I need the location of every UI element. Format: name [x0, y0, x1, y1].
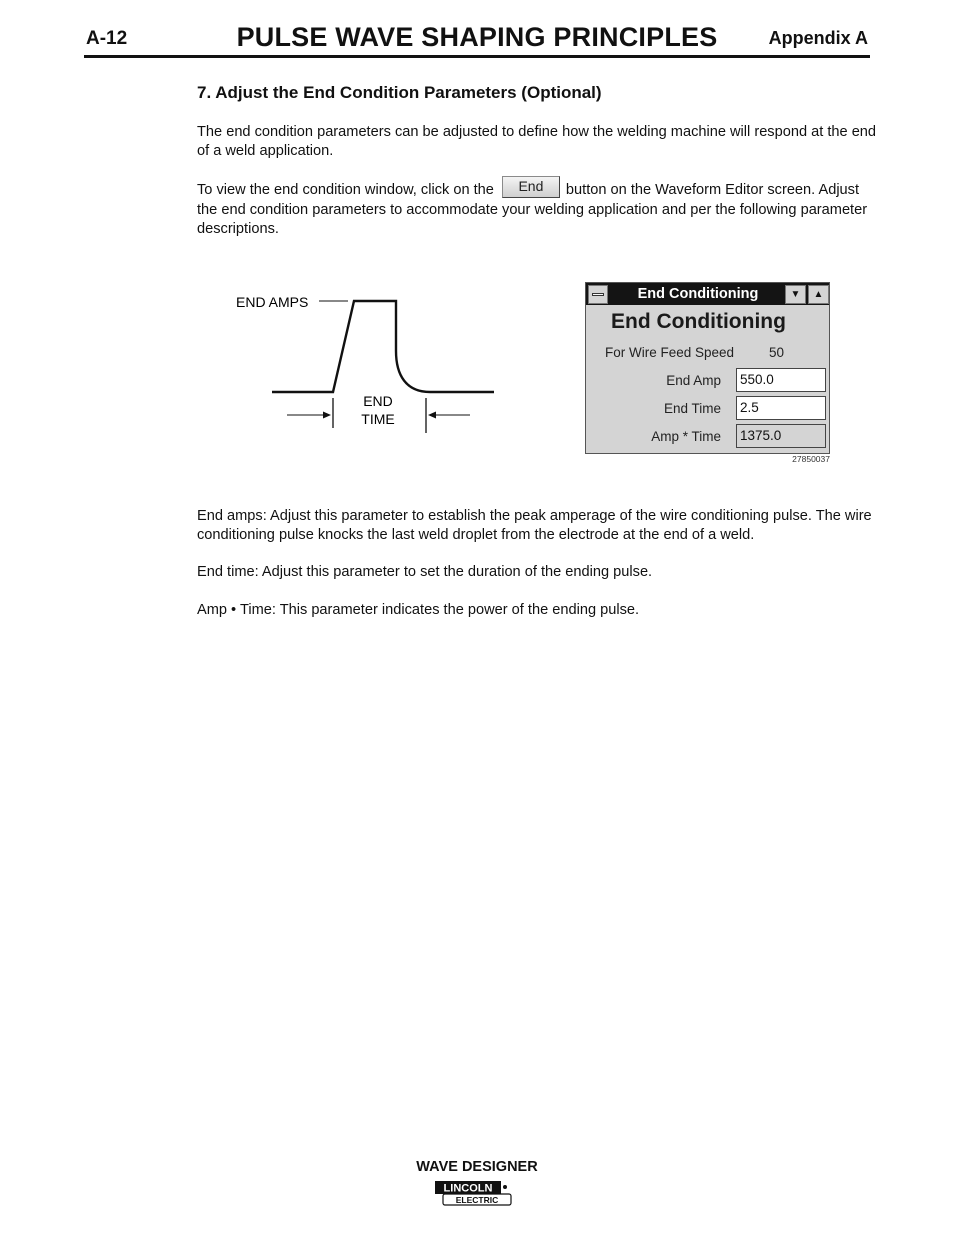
view-instructions-before: To view the end condition window, click on the: [197, 181, 494, 198]
maximize-arrow-icon[interactable]: ▲: [808, 285, 829, 304]
end-time-label-line1: END: [363, 393, 393, 409]
end-time-label-line2: TIME: [361, 411, 395, 427]
end-amp-label: End Amp: [666, 373, 721, 388]
page-title: PULSE WAVE SHAPING PRINCIPLES: [236, 22, 718, 52]
wire-feed-speed-label: For Wire Feed Speed: [605, 345, 735, 360]
appendix-label: Appendix A: [768, 28, 868, 48]
end-time-right-arrowhead: [428, 412, 436, 419]
end-time-left-arrowhead: [323, 412, 331, 419]
window-heading: End Conditioning: [611, 310, 786, 333]
figure-id: 27850037: [792, 454, 830, 464]
amp-time-value: 1375.0: [736, 424, 826, 448]
waveform-trace: [272, 301, 494, 392]
end-time-description: End time: Adjust this parameter to set the duration of the ending pulse.: [197, 564, 653, 580]
window-titlebar: [586, 283, 829, 305]
end-button[interactable]: End: [502, 176, 560, 198]
lincoln-electric-logo: [434, 1180, 514, 1208]
intro-paragraph: The end condition parameters can be adjusted to define how the welding machine will respond at the end of a weld application.: [197, 124, 877, 159]
section-heading: 7. Adjust the End Condition Parameters (Optional): [197, 83, 602, 102]
end-waveform-diagram: [230, 285, 500, 445]
end-amps-description: End amps: Adjust this parameter to establish the peak amperage of the wire conditioning pulse. The wire conditioning pulse knocks the last weld droplet from the electrode at the end of a weld.: [197, 508, 872, 543]
end-time-label: End Time: [663, 401, 721, 416]
end-amps-label: END AMPS: [236, 294, 309, 310]
window-title: End Conditioning: [637, 286, 759, 302]
end-time-input[interactable]: 2.5: [736, 396, 826, 420]
footer-product-name: WAVE DESIGNER: [416, 1159, 538, 1175]
amp-time-description: Amp • Time: This parameter indicates the power of the ending pulse.: [197, 602, 640, 618]
header-rule: [84, 55, 870, 58]
minimize-arrow-icon[interactable]: ▼: [785, 285, 806, 304]
logo-bottom-text: ELECTRIC: [455, 1195, 499, 1205]
window-menu-icon[interactable]: [588, 285, 608, 304]
logo-top-text: LINCOLN: [443, 1182, 493, 1195]
end-amp-input[interactable]: 550.0: [736, 368, 826, 392]
amp-time-label: Amp * Time: [651, 429, 721, 444]
page-number: A-12: [86, 28, 128, 49]
view-instructions-after: button on the Waveform Editor screen. Adjust the end condition parameters to accommodate your welding application and per the following parameter descriptions.: [197, 181, 868, 237]
wire-feed-speed-value: 50: [769, 345, 785, 360]
end-conditioning-window: [585, 282, 830, 454]
view-instructions-paragraph: [197, 179, 877, 239]
